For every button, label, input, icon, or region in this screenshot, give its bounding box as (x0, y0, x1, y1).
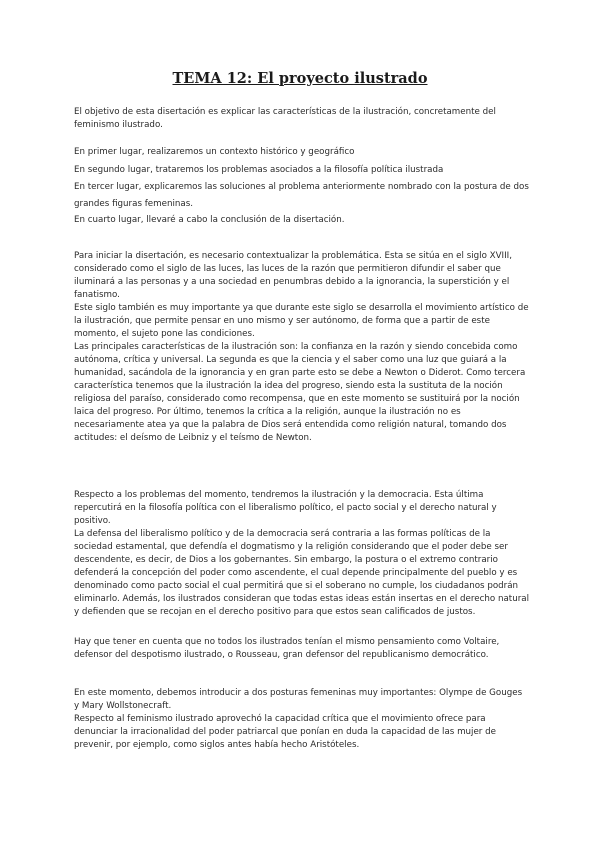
outline-item: En primer lugar, realizaremos un contexto histórico y geográfico (74, 147, 355, 157)
body-paragraph: En este momento, debemos introducir a dos posturas femeninas muy importantes: Olympe de Gouges y Mary Wollstonecraft. (74, 688, 523, 711)
body-paragraph: Respecto al feminismo ilustrado aprovechó la capacidad crítica que el movimiento ofrece para denunciar la irracionalidad del poder patriarcal que ponían en duda la capacidad de las mujer de prevenir, por ejemplo, como siglos antes había hecho Aristóteles. (74, 714, 497, 750)
page-title: TEMA 12: El proyecto ilustrado (172, 70, 428, 87)
body-paragraph: Para iniciar la disertación, es necesario contextualizar la problemática. Esta se sitúa en el siglo XVIII, considerado como el siglo de las luces, las luces de la razón que permitieron difundir el saber que iluminará a las personas y a una sociedad en penumbras debido a la ignorancia, la superstición y el fanatismo. (74, 251, 512, 300)
outline-item: En tercer lugar, explicaremos las soluciones al problema anteriormente nombrado con la postura de dos grandes figuras femeninas. (74, 182, 529, 209)
section-illustrated-thinkers (74, 636, 530, 662)
outline-item: En segundo lugar, trataremos los problemas asociados a la filosofía política ilustrada (74, 164, 444, 175)
outline-item: En cuarto lugar, llevaré a cabo la conclusión de la disertación. (74, 215, 345, 225)
body-paragraph: Las principales características de la ilustración son: la confianza en la razón y siendo concebida como autónoma, crítica y universal. La segunda es que la ciencia y el saber como una luz que guiará a la humanidad, sacándola de la ignorancia y en gran parte esto se debe a Newton o Diderot. Como tercera característica tenemos que la ilustración la idea del progreso, siendo esta la sustituta de la noción religiosa del paraíso, considerado como recompensa, que en este momento se sustituirá por la noción laica del progreso. Por último, tenemos la crítica a la religión, aunque la ilustración no es necesariamente atea ya que la palabra de Dios será entendida como religión natural, tomando dos actitudes: el deísmo de Leibniz y el teísmo de Newton. (74, 342, 526, 443)
intro-paragraph-block (74, 106, 530, 138)
body-paragraph: Este siglo también es muy importante ya que durante este siglo se desarrolla el movimiento artístico de la ilustración, que permite pensar en uno mismo y ser autónomo, de forma que a partir de este momento, el sujeto pone las condiciones. (74, 303, 529, 339)
section-context (74, 250, 530, 445)
section-problems (74, 489, 530, 619)
body-paragraph: La defensa del liberalismo político y de la democracia será contraria a las formas políticas de la sociedad estamental, que defendía el dogmatismo y la religión considerando que el poder debe ser descendente, es decir, de Dios a los gobernantes. Sin embargo, la postura o el extremo contrario defenderá la concepción del poder como ascendente, el cual depende principalmente del pueblo y es denominado como pacto social el cual permitirá que si el soberano no cumple, los ciudadanos podrán eliminarlo. Además, los ilustrados consideran que todas estas ideas están insertas en el derecho natural y defienden que se recojan en el derecho positivo para que estos sean calificados de justos. (74, 529, 530, 617)
section-feminism (74, 687, 530, 752)
intro-paragraph: El objetivo de esta disertación es explicar las características de la ilustración, concretamente del feminismo ilustrado. (74, 107, 496, 130)
body-paragraph: Hay que tener en cuenta que no todos los ilustrados tenían el mismo pensamiento como Voltaire, defensor del despotismo ilustrado, o Rousseau, gran defensor del republicanismo democrático. (74, 637, 500, 660)
outline-list (74, 144, 530, 230)
body-paragraph: Respecto a los problemas del momento, tendremos la ilustración y la democracia. Esta última repercutirá en la filosofía política con el liberalismo político, el pacto social y el derecho natural y positivo. (74, 490, 497, 526)
